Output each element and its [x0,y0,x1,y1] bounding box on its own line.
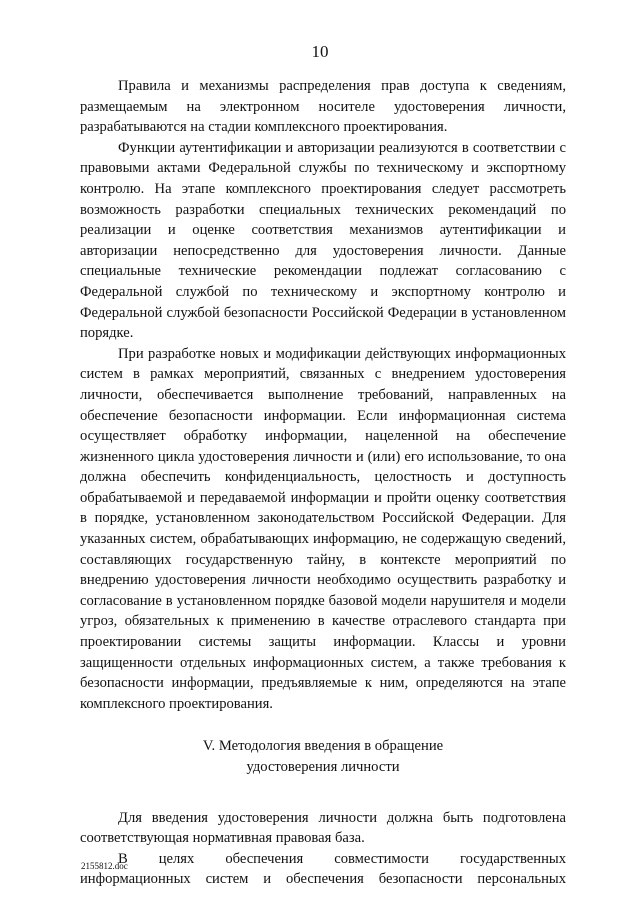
section-gap [80,778,566,808]
paragraph-legal-base: Для введения удостоверения личности должна быть подготовлена соответствующая нормативная правовая база. [80,809,566,847]
paragraph-information-systems: При разработке новых и модификации действующих информационных систем в рамках мероприятий, связанных с внедрением удостоверения личности, обеспечивается выполнение требований, направленных на обеспечение безопасности информации. Если информационная система осуществляет обработку информации, нацеленной на обеспечение жизненного цикла удостоверения личности и (или) его использование, то она должна обеспечить конфиденциальность, целостность и доступность обрабатываемой и передаваемой информации и пройти оценку соответствия в порядке, установленном законодательством Российской Федерации. Для указанных систем, обрабатывающих информацию, не содержащую сведений, составляющих государственную тайну, в контексте мероприятий по внедрению удостоверения личности необходимо осуществить разработку и согласование в установленном порядке базовой модели нарушителя и модели угроз, обязательных к применению в качестве отраслевого стандарта при проектировании системы защиты информации. Классы и уровни защищенности отдельных информационных систем, а также требования к безопасности информации, предъявляемые к ним, определяются на этапе комплексного проектирования. [80,345,566,712]
section-heading-line-2: удостоверения личности [246,759,400,775]
footer-filename: 2155812.doc [81,861,128,871]
section-heading-line-1: V. Методология введения в обращение [202,738,444,755]
paragraph-authentication: Функции аутентификации и авторизации реализуются в соответствии с правовыми актами Федеральной службы по техническому и экспортному контролю. На этапе комплексного проектирования следует рассмотреть возможность разработки специальных технических рекомендаций по реализации и оценке соответствия механизмов аутентификации и авторизации непосредственно для удостоверения личности. Данные специальные технические рекомендации подлежат согласованию с Федеральной службой по техническому и экспортному контролю и Федеральной службой безопасности Российской Федерации в установленном порядке. [80,139,566,342]
paragraph-access-rights: Правила и механизмы распределения прав доступа к сведениям, размещаемым на электронном носителе удостоверения личности, разрабатываются на стадии комплексного проектирования. [80,78,566,136]
document-body [80,76,566,890]
paragraph-compatibility: В целях обеспечения совместимости государственных информационных систем и обеспечения безопасности персональных [80,850,566,888]
section-heading [80,736,566,777]
page-number: 10 [311,42,329,61]
